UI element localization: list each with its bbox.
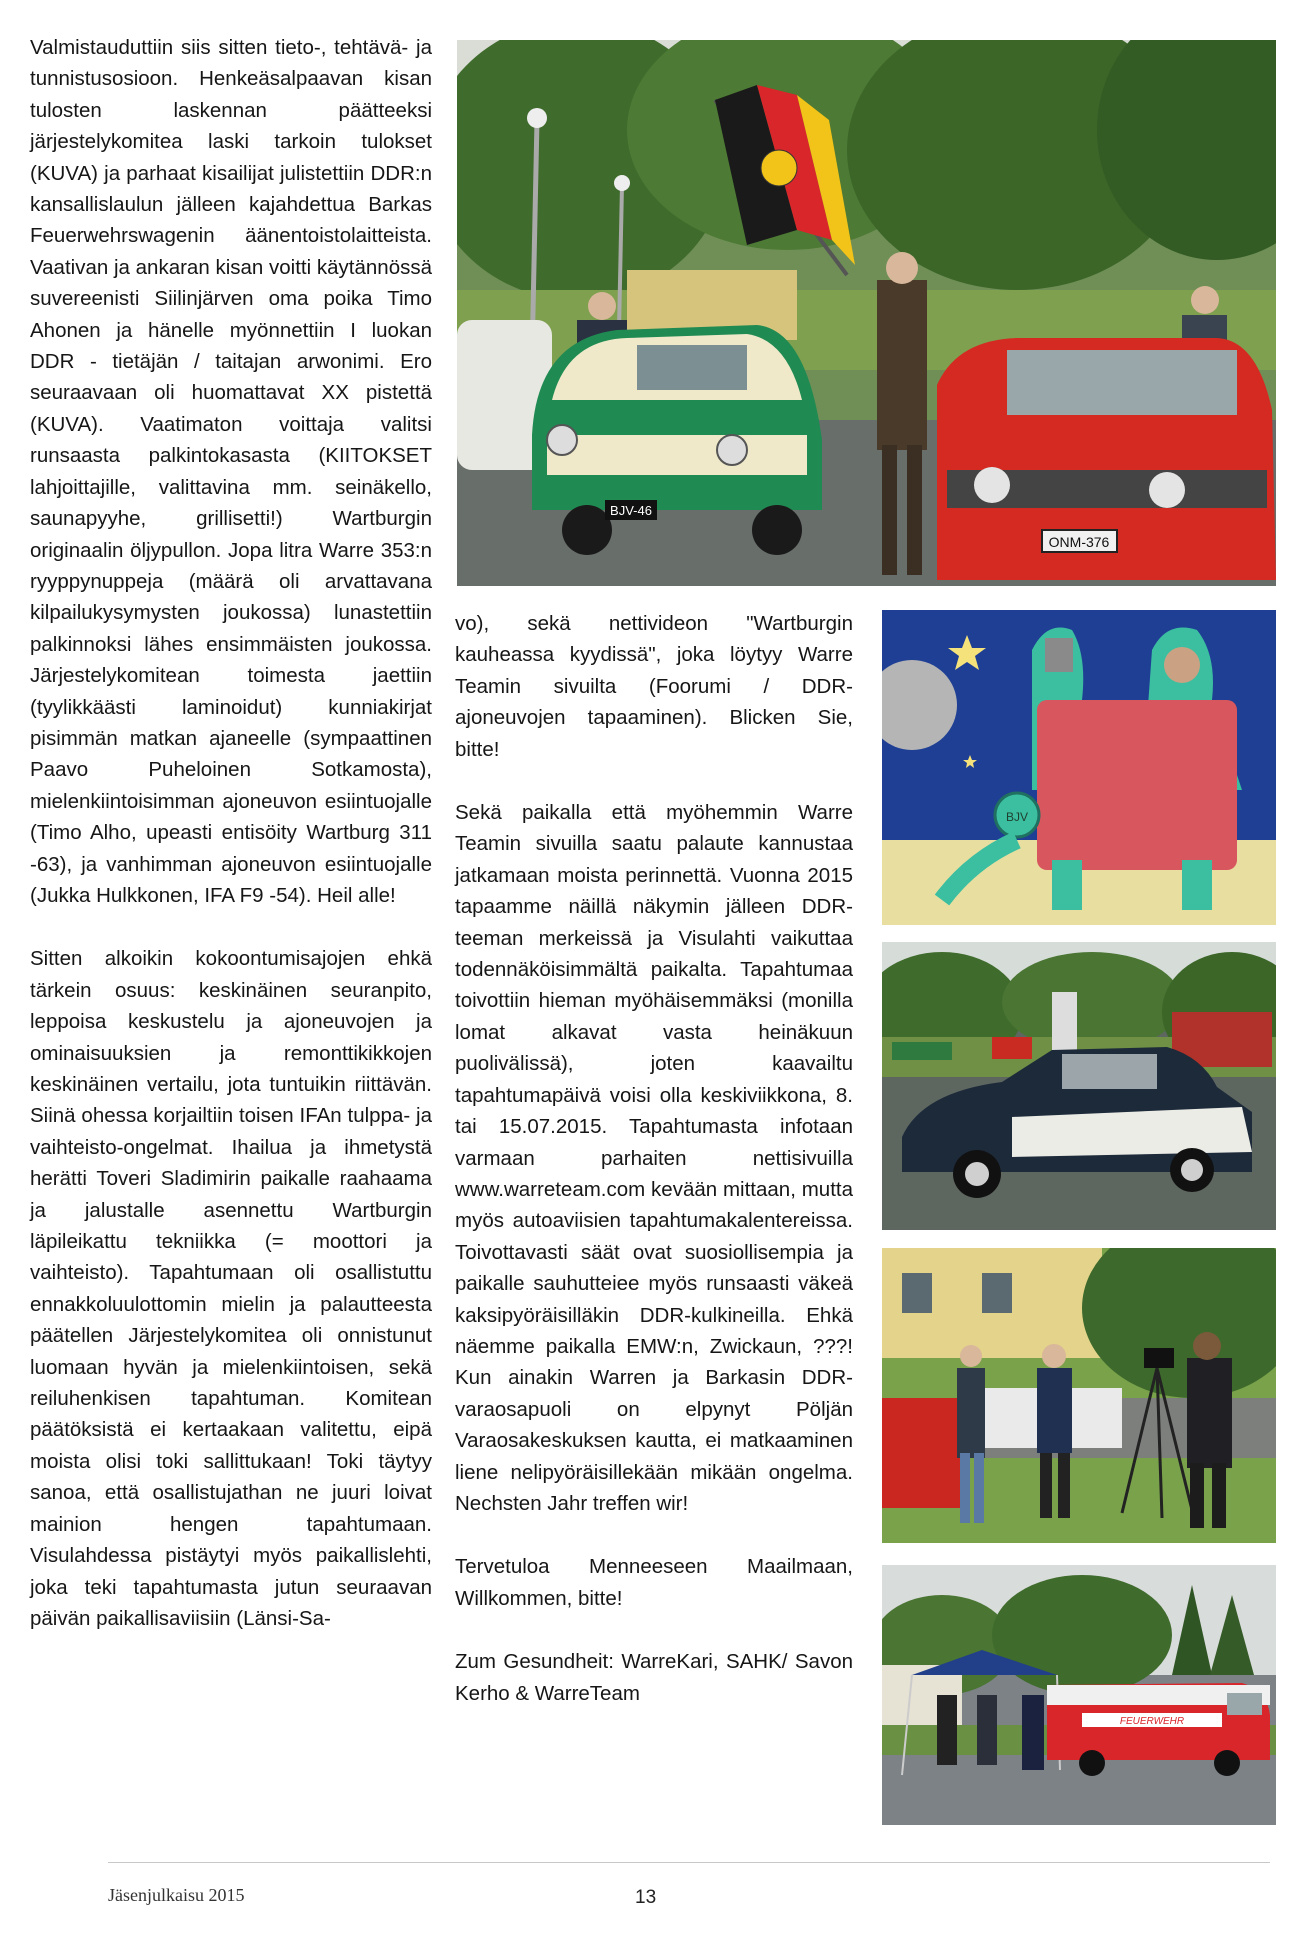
photo-wartburg-car bbox=[882, 942, 1276, 1230]
footer-divider bbox=[108, 1862, 1270, 1863]
paragraph: Sekä paikalla että myöhemmin Warre Teamin sivuilla saatu palaute kannustaa jatkamaan moista perinnettä. Vuonna 2015 tapaamme näillä näkymin jälleen DDR-teeman merkeissä ja Visulahti vaikuttaa todennäköisimmältä paikalta. Tapahtumaa toivottiin hieman myöhäisemmäksi (monilla lomat alkavat vasta heinäkuun puolivälissä), joten kaavailtu tapahtumapäivä voisi olla keskiviikkona, 8. tai 15.07.2015. Tapahtumasta infotaan varmaan parhaiten nettisivuilla www.warreteam.com kevään mittaan, mutta myös autoaviisien tapahtumakalentereissa. Toivottavasti säät ovat suosiollisempia ja paikalle sauhutteiee myös runsaasti väkeä kaksipyöräisilläkin DDR-kulkineilla. Ehkä näemme paikalla EMW:n, Zwickaun, ???! Kun ainakin Warren ja Barkasin DDR-varaosapuoli on elpynyt Pöljän Varaosakeskuksen kautta, ei matkaaminen liene nelipyöräisillekään mikään ongelma. Nechsten Jahr treffen wir! bbox=[455, 801, 853, 1515]
photo-fire-truck bbox=[882, 1565, 1276, 1825]
page-number: 13 bbox=[635, 1887, 657, 1908]
paragraph: Sitten alkoikin kokoontumisajojen ehkä tärkein osuus: keskinäinen seuranpito, leppoisa keskustelu ja ajoneuvojen ja ominaisuuksien ja remonttikikkojen keskinäinen vertailu, jota tuntuikin riittävän. Siinä ohessa korjailtiin toisen IFAn tulppa- ja vaihteisto-ongelmat. Ihailua ja ihmetystä herätti Toveri Sladimirin paikalle raahaama ja jalustalle asennettu Wartburgin läpileikattu tekniikka (= moottori ja vaihteisto). Tapahtumaan oli osallistuttu ennakkoluulottomin mielin ja palautteesta päätellen Järjestelykomitea oli onnistunut luomaan hyvän ja mielenkiintoisen, sekä reiluhenkisen tapahtuman. Komitean päätöksistä ei kertaakaan valitettu, eipä moista olisi toki sallittukaan! Toki täytyy sanoa, että osallistujathan ne juuri loivat mainion hengen tapahtumaan. Visulahdessa pistäytyi myös paikallislehti, joka teki tapahtumasta jutun seuraavan päivän paikallisaviisiin (Länsi-Sa- bbox=[30, 947, 432, 1630]
face-photo bbox=[1045, 638, 1073, 672]
publication-name: Jäsenjulkaisu 2015 bbox=[108, 1885, 245, 1905]
photo-cars-with-ddr-flag bbox=[457, 40, 1276, 586]
svg-text:ONM-376: ONM-376 bbox=[1048, 534, 1110, 550]
paragraph: Zum Gesundheit: WarreKari, SAHK/ Savon Kerho & WarreTeam bbox=[455, 1650, 853, 1705]
paragraph: Valmistauduttiin siis sitten tieto-, tehtävä- ja tunnistusosioon. Henkeäsalpaavan kisan tulosten laskennan päätteeksi järjestelykomitea laski tarkoin tulokset (KUVA) ja parhaat kisailijat julistettiin DDR:n kansallislaulun jälleen kajahdettua Barkas Feuerwehrswagenin äänentoistolaitteista. Vaativan ja ankaran kisan voitti käytännössä suvereenisti Siilinjärven oma poika Timo Ahonen ja hänelle myönnettiin I luokan DDR - tietäjän / taitajan arwonimi. Ero seuraavaan oli huomattavat XX pistettä (KUVA). Vaatimaton voittaja valitsi runsaasta palkintokasasta (KIITOKSET lahjoittajille, valittavina mm. seinäkello, saunapyyhe, grillisetti!) Wartburgin originaalin öljypullon. Jopa litra Warre 353:n ryyppynuppeja (määrä oli arvattavana kilpailukysymysten joukossa) lunastettiin palkinnoksi lähes ensimmäisten joukossa. Järjestelykomitean toimesta jaettiin (tyylikkäästi laminoidut) kunniakirjat pisimmän matkan ajaneelle (sympaattinen Paavo Puheloinen Sotkamosta), mielenkiintoisimman ajoneuvon esiintuojalle (Timo Alho, upeasti entisöity Wartburg 311 -63), ja vanhimman ajoneuvon esiintuojalle (Jukka Hulkkonen, IFA F9 -54). Heil alle! bbox=[30, 36, 432, 907]
svg-text:FEUERWEHR: FEUERWEHR bbox=[1119, 1716, 1185, 1727]
svg-text:BJV: BJV bbox=[1005, 810, 1029, 824]
left-text-column bbox=[30, 32, 432, 1634]
paragraph: vo), sekä nettivideon "Wartburgin kauheassa kyydissä", joka löytyy Warre Teamin sivuilta (Foorumi / DDR-ajoneuvojen tapaaminen). Blicken Sie, bitte! bbox=[455, 612, 853, 761]
svg-text:BJV-46: BJV-46 bbox=[610, 503, 652, 518]
photo-cartoon-painting bbox=[882, 610, 1276, 925]
photo-interview bbox=[882, 1248, 1276, 1543]
middle-text-column bbox=[455, 608, 853, 1709]
face-photo bbox=[1164, 647, 1200, 683]
paragraph: Tervetuloa Menneeseen Maailmaan, Willkommen, bitte! bbox=[455, 1555, 853, 1610]
